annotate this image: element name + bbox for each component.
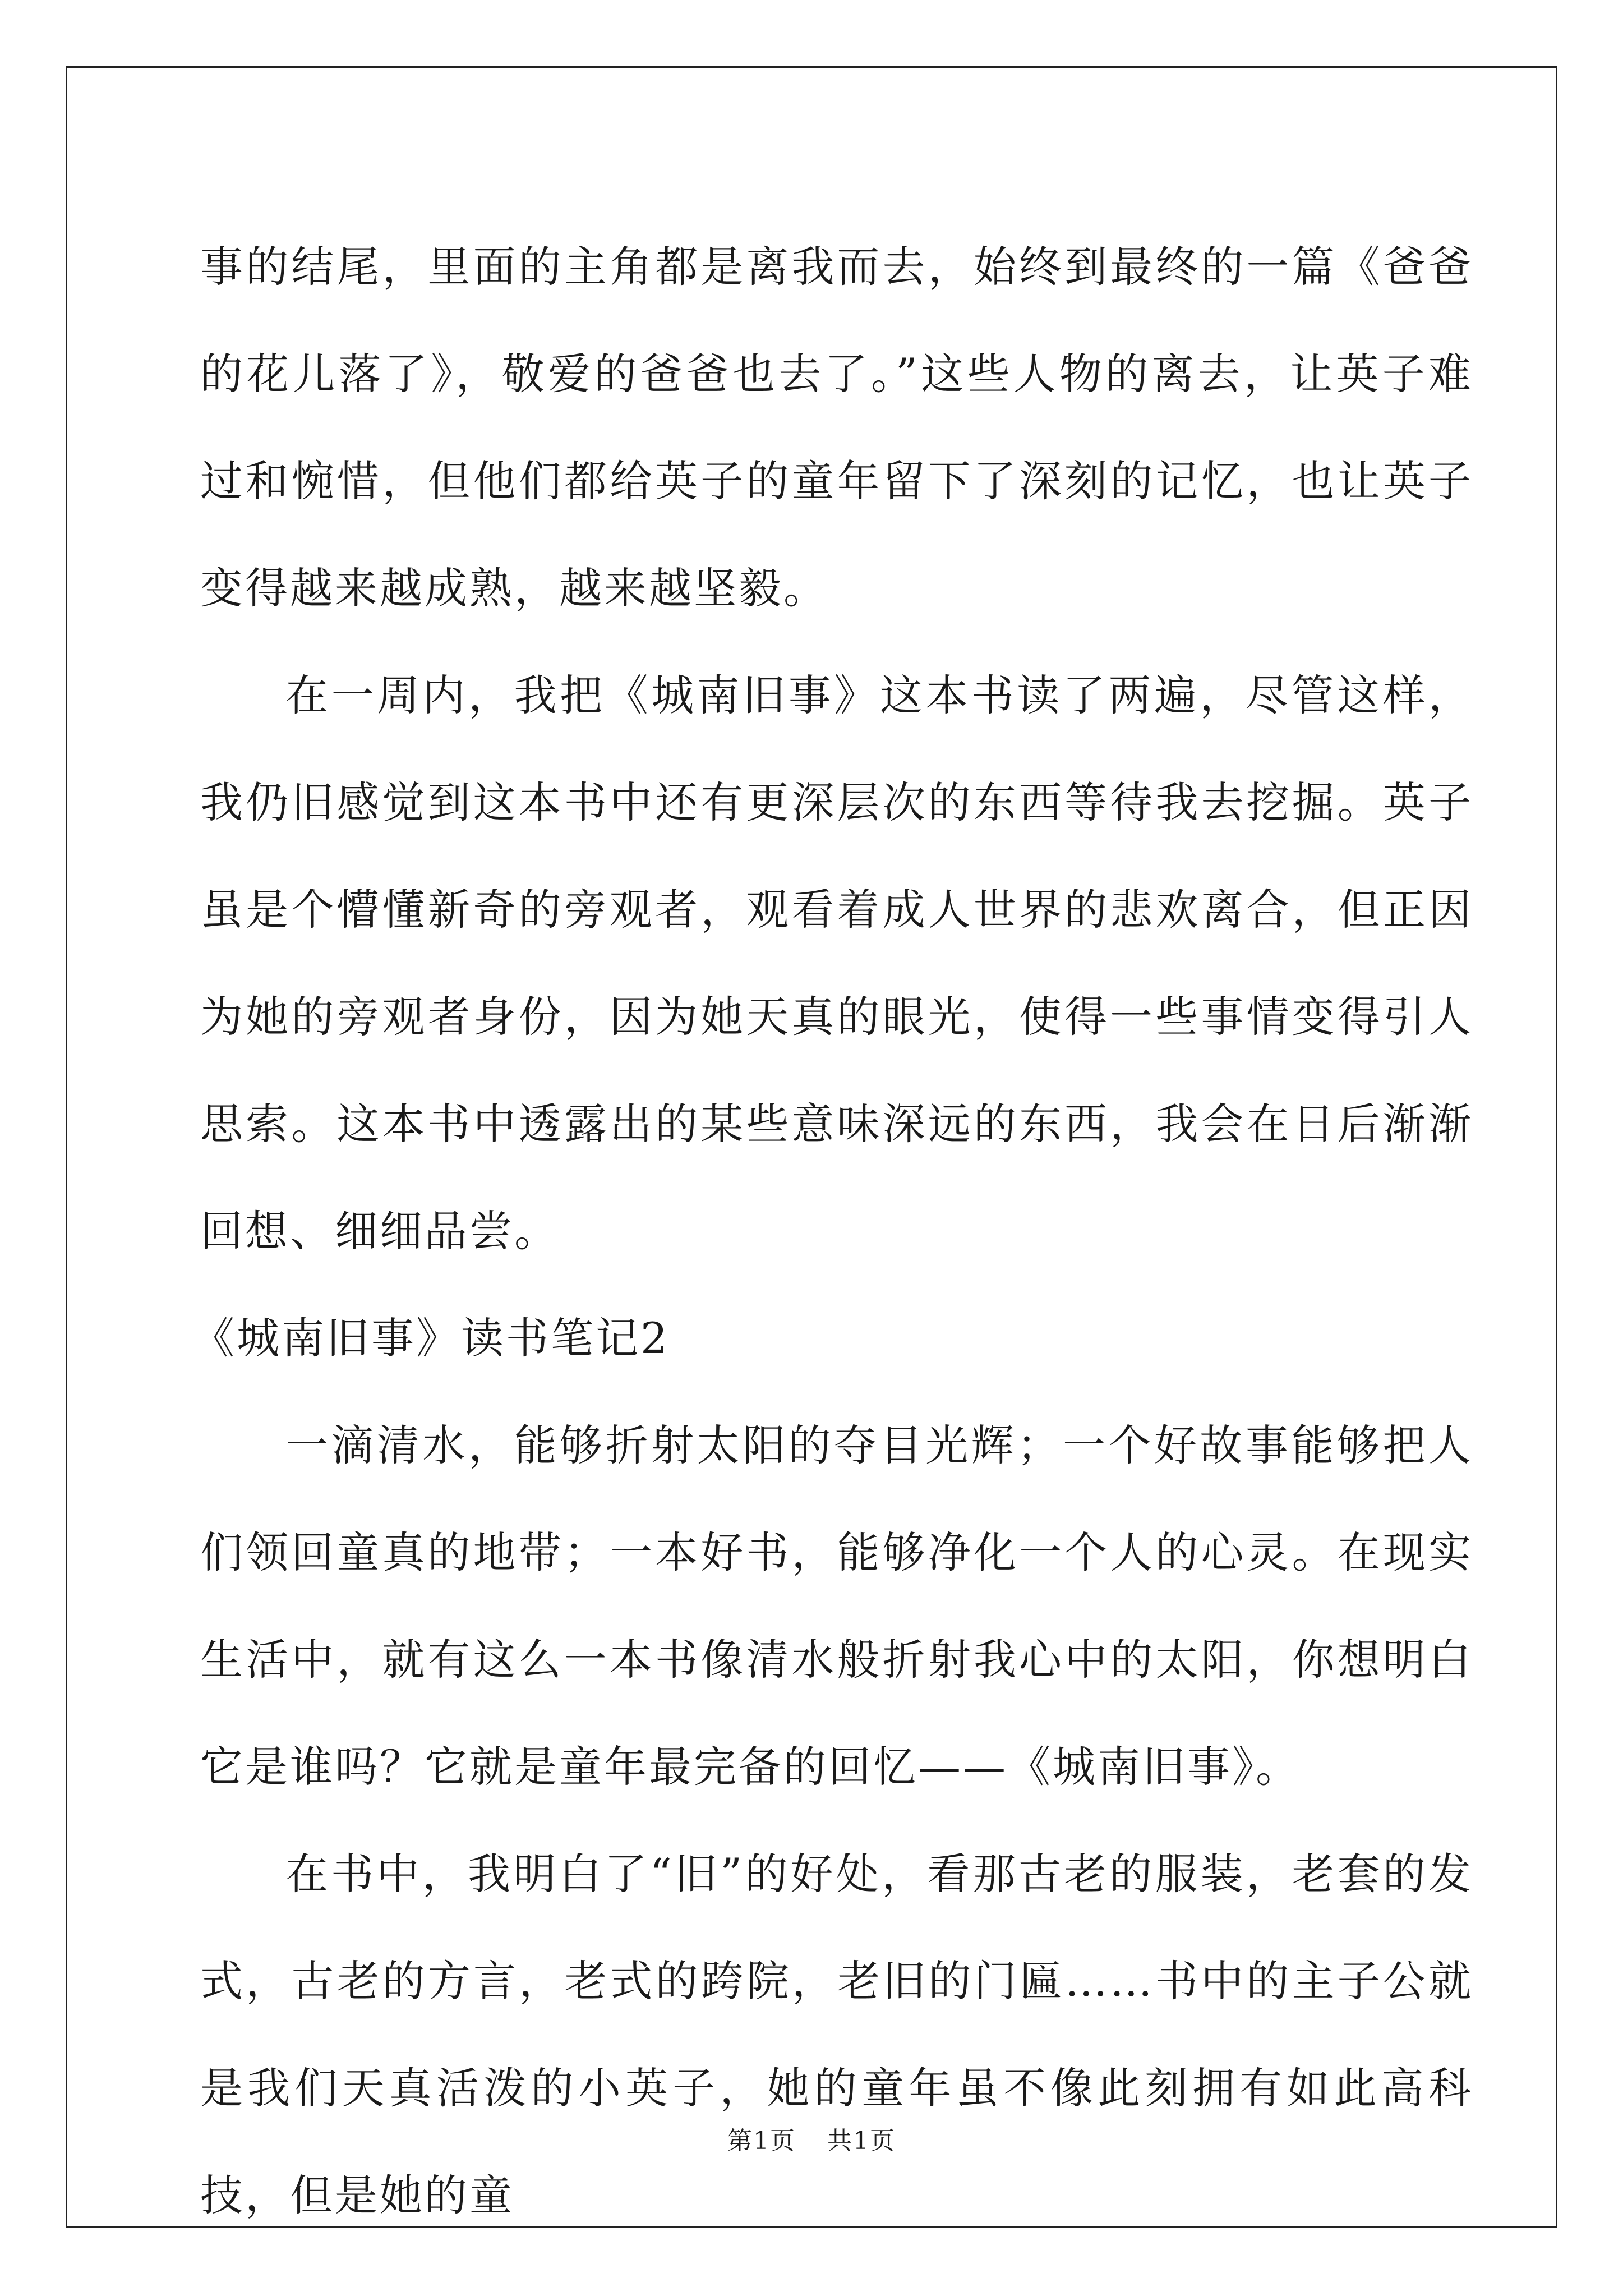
paragraph-4: 在书中，我明白了“旧”的好处，看那古老的服装，老套的发式，古老的方言，老式的跨院，老旧的门匾……书中的主子公就是我们天真活泼的小英子，她的童年虽不像此刻拥有如此高科技，但是她的童 [200, 1849, 1473, 2220]
paragraph-3: 一滴清水，能够折射太阳的夺目光辉；一个好故事能够把人们领回童真的地带；一本好书，能够净化一个人的心灵。在现实生活中，就有这么一本书像清水般折射我心中的太阳，你想明白它是谁吗？它就是童年最完备的回忆——《城南旧事》。 [200, 1420, 1473, 1792]
paragraph-1: 事的结尾，里面的主角都是离我而去，始终到最终的一篇《爸爸的花儿落了》，敬爱的爸爸也去了。”这些人物的离去，让英子难过和惋惜，但他们都给英子的童年留下了深刻的记忆，也让英子变得越来越成熟，越来越坚毅。 [200, 242, 1473, 613]
paragraph-2: 在一周内，我把《城南旧事》这本书读了两遍，尽管这样，我仍旧感觉到这本书中还有更深层次的东西等待我去挖掘。英子虽是个懵懂新奇的旁观者，观看着成人世界的悲欢离合，但正因为她的旁观者身份，因为她天真的眼光，使得一些事情变得引人思索。这本书中透露出的某些意味深远的东西，我会在日后渐渐回想、细细品尝。 [200, 670, 1473, 1256]
page-footer [0, 2120, 1623, 2156]
page-number-total: 共1页 [827, 2127, 896, 2155]
section-heading: 《城南旧事》读书笔记2 [192, 1313, 670, 1363]
document-body [192, 213, 1473, 2249]
page-number-current: 第1页 [727, 2127, 796, 2155]
